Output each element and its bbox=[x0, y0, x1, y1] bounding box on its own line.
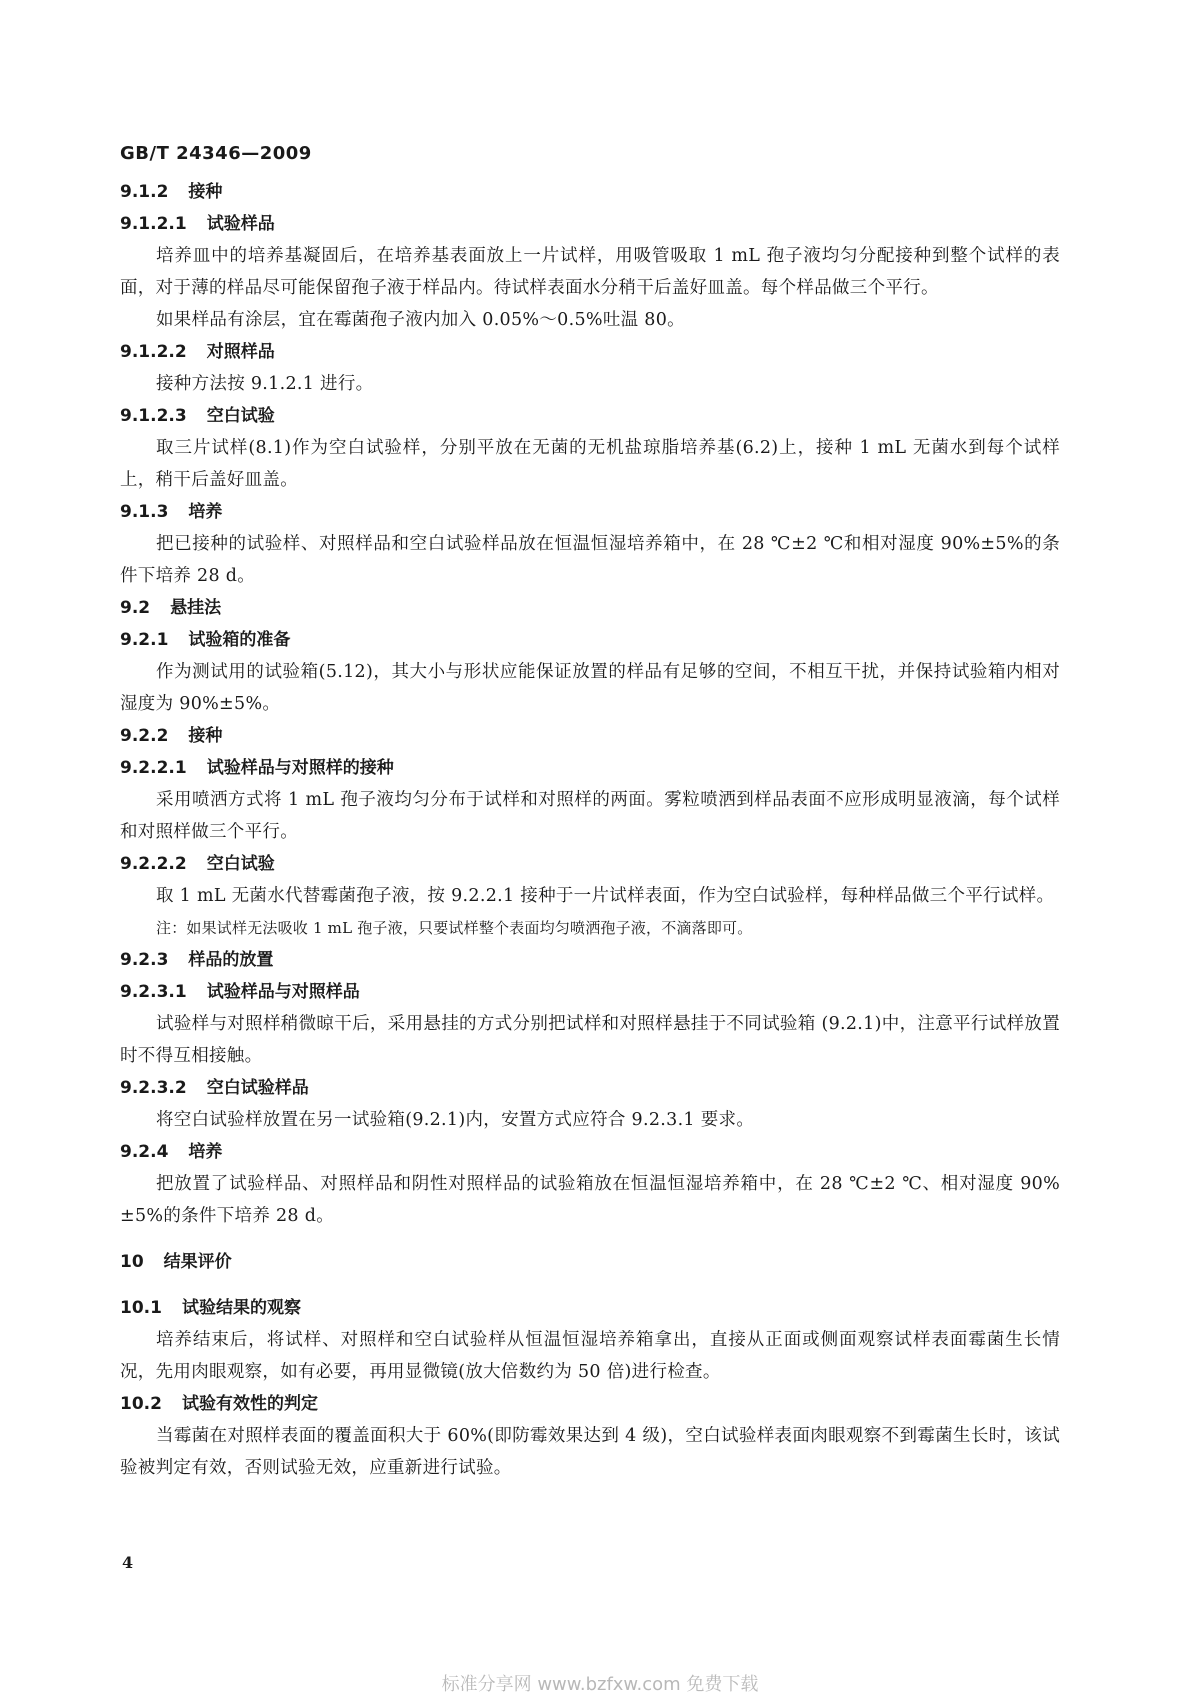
document-body bbox=[120, 176, 1060, 1484]
section-title: 试验样品 bbox=[206, 214, 275, 234]
section-heading bbox=[120, 976, 1060, 1008]
section-heading bbox=[120, 1292, 1060, 1324]
section-title: 空白试验样品 bbox=[206, 1078, 309, 1098]
section-title: 对照样品 bbox=[206, 342, 275, 362]
paragraph: 取三片试样(8.1)作为空白试验样，分别平放在无菌的无机盐琼脂培养基(6.2)上，接种 1 mL 无菌水到每个试样上，稍干后盖好皿盖。 bbox=[120, 438, 1060, 490]
section-heading bbox=[120, 848, 1060, 880]
paragraph: 当霉菌在对照样表面的覆盖面积大于 60%(即防霉效果达到 4 级)，空白试验样表面肉眼观察不到霉菌生长时，该试验被判定有效，否则试验无效，应重新进行试验。 bbox=[120, 1426, 1060, 1478]
section-number: 9.2.2 bbox=[120, 726, 169, 746]
section-heading bbox=[120, 1072, 1060, 1104]
section-heading bbox=[120, 336, 1060, 368]
section-heading bbox=[120, 208, 1060, 240]
section-title: 接种 bbox=[188, 726, 223, 746]
paragraph: 如果样品有涂层，宜在霉菌孢子液内加入 0.05%～0.5%吐温 80。 bbox=[156, 310, 685, 330]
paragraph: 把已接种的试验样、对照样品和空白试验样品放在恒温恒湿培养箱中，在 28 ℃±2 ℃和相对湿度 90%±5%的条件下培养 28 d。 bbox=[120, 534, 1060, 586]
section-number: 10.1 bbox=[120, 1298, 162, 1318]
section-title: 结果评价 bbox=[163, 1252, 232, 1272]
paragraph: 把放置了试验样品、对照样品和阴性对照样品的试验箱放在恒温恒湿培养箱中，在 28 ℃±2 ℃、相对湿度 90%±5%的条件下培养 28 d。 bbox=[120, 1174, 1060, 1226]
section-number: 9.2.2.1 bbox=[120, 758, 187, 778]
paragraph: 作为测试用的试验箱(5.12)，其大小与形状应能保证放置的样品有足够的空间，不相互干扰，并保持试验箱内相对湿度为 90%±5%。 bbox=[120, 662, 1060, 714]
section-number: 9.2.3.1 bbox=[120, 982, 187, 1002]
section-number: 10.2 bbox=[120, 1394, 162, 1414]
section-number: 10 bbox=[120, 1252, 144, 1272]
section-title: 培养 bbox=[188, 502, 223, 522]
section-heading bbox=[120, 176, 1060, 208]
section-heading bbox=[120, 752, 1060, 784]
section-title: 空白试验 bbox=[206, 854, 275, 874]
section-number: 9.2.2.2 bbox=[120, 854, 187, 874]
watermark[interactable]: 标准分享网 www.bzfxw.com 免费下载 bbox=[441, 1674, 759, 1695]
section-heading bbox=[120, 1136, 1060, 1168]
section-number: 9.1.2.3 bbox=[120, 406, 187, 426]
paragraph: 将空白试验样放置在另一试验箱(9.2.1)内，安置方式应符合 9.2.3.1 要求。 bbox=[156, 1110, 755, 1130]
section-title: 接种 bbox=[188, 182, 223, 202]
standard-code: GB/T 24346—2009 bbox=[120, 143, 312, 164]
section-heading bbox=[120, 1388, 1060, 1420]
section-heading bbox=[120, 400, 1060, 432]
section-number: 9.1.2 bbox=[120, 182, 169, 202]
section-title: 试验结果的观察 bbox=[181, 1298, 301, 1318]
paragraph: 培养结束后，将试样、对照样和空白试验样从恒温恒湿培养箱拿出，直接从正面或侧面观察试样表面霉菌生长情况，先用肉眼观察，如有必要，再用显微镜(放大倍数约为 50 倍)进行检查。 bbox=[120, 1330, 1060, 1382]
section-heading bbox=[120, 624, 1060, 656]
section-title: 试验样品与对照样的接种 bbox=[206, 758, 394, 778]
section-heading bbox=[120, 944, 1060, 976]
paragraph: 接种方法按 9.1.2.1 进行。 bbox=[156, 374, 374, 394]
section-heading bbox=[120, 720, 1060, 752]
page-number: 4 bbox=[122, 1553, 134, 1572]
section-heading bbox=[120, 592, 1060, 624]
paragraph: 采用喷洒方式将 1 mL 孢子液均匀分布于试样和对照样的两面。雾粒喷洒到样品表面不应形成明显液滴，每个试样和对照样做三个平行。 bbox=[120, 790, 1060, 842]
section-title: 空白试验 bbox=[206, 406, 275, 426]
section-title: 悬挂法 bbox=[170, 598, 222, 618]
paragraph: 培养皿中的培养基凝固后，在培养基表面放上一片试样，用吸管吸取 1 mL 孢子液均匀分配接种到整个试样的表面，对于薄的样品尽可能保留孢子液于样品内。待试样表面水分稍干后盖好皿盖。每个样品做三个平行。 bbox=[120, 246, 1060, 298]
section-number: 9.2 bbox=[120, 598, 151, 618]
section-number: 9.2.4 bbox=[120, 1142, 169, 1162]
section-heading bbox=[120, 496, 1060, 528]
paragraph: 取 1 mL 无菌水代替霉菌孢子液，按 9.2.2.1 接种于一片试样表面，作为空白试验样，每种样品做三个平行试样。 bbox=[156, 886, 1055, 906]
section-title: 试验箱的准备 bbox=[188, 630, 291, 650]
section-number: 9.1.2.1 bbox=[120, 214, 187, 234]
section-number: 9.2.3.2 bbox=[120, 1078, 187, 1098]
section-number: 9.1.2.2 bbox=[120, 342, 187, 362]
section-number: 9.1.3 bbox=[120, 502, 169, 522]
paragraph: 试验样与对照样稍微晾干后，采用悬挂的方式分别把试样和对照样悬挂于不同试验箱 (9.2.1)中，注意平行试样放置时不得互相接触。 bbox=[120, 1014, 1060, 1066]
section-title: 培养 bbox=[188, 1142, 223, 1162]
section-title: 样品的放置 bbox=[188, 950, 274, 970]
chapter-heading bbox=[120, 1246, 1060, 1278]
section-title: 试验样品与对照样品 bbox=[206, 982, 360, 1002]
note-text: 注：如果试样无法吸收 1 mL 孢子液，只要试样整个表面均匀喷洒孢子液，不滴落即可。 bbox=[156, 919, 753, 937]
section-title: 试验有效性的判定 bbox=[181, 1394, 318, 1414]
section-number: 9.2.3 bbox=[120, 950, 169, 970]
section-number: 9.2.1 bbox=[120, 630, 169, 650]
